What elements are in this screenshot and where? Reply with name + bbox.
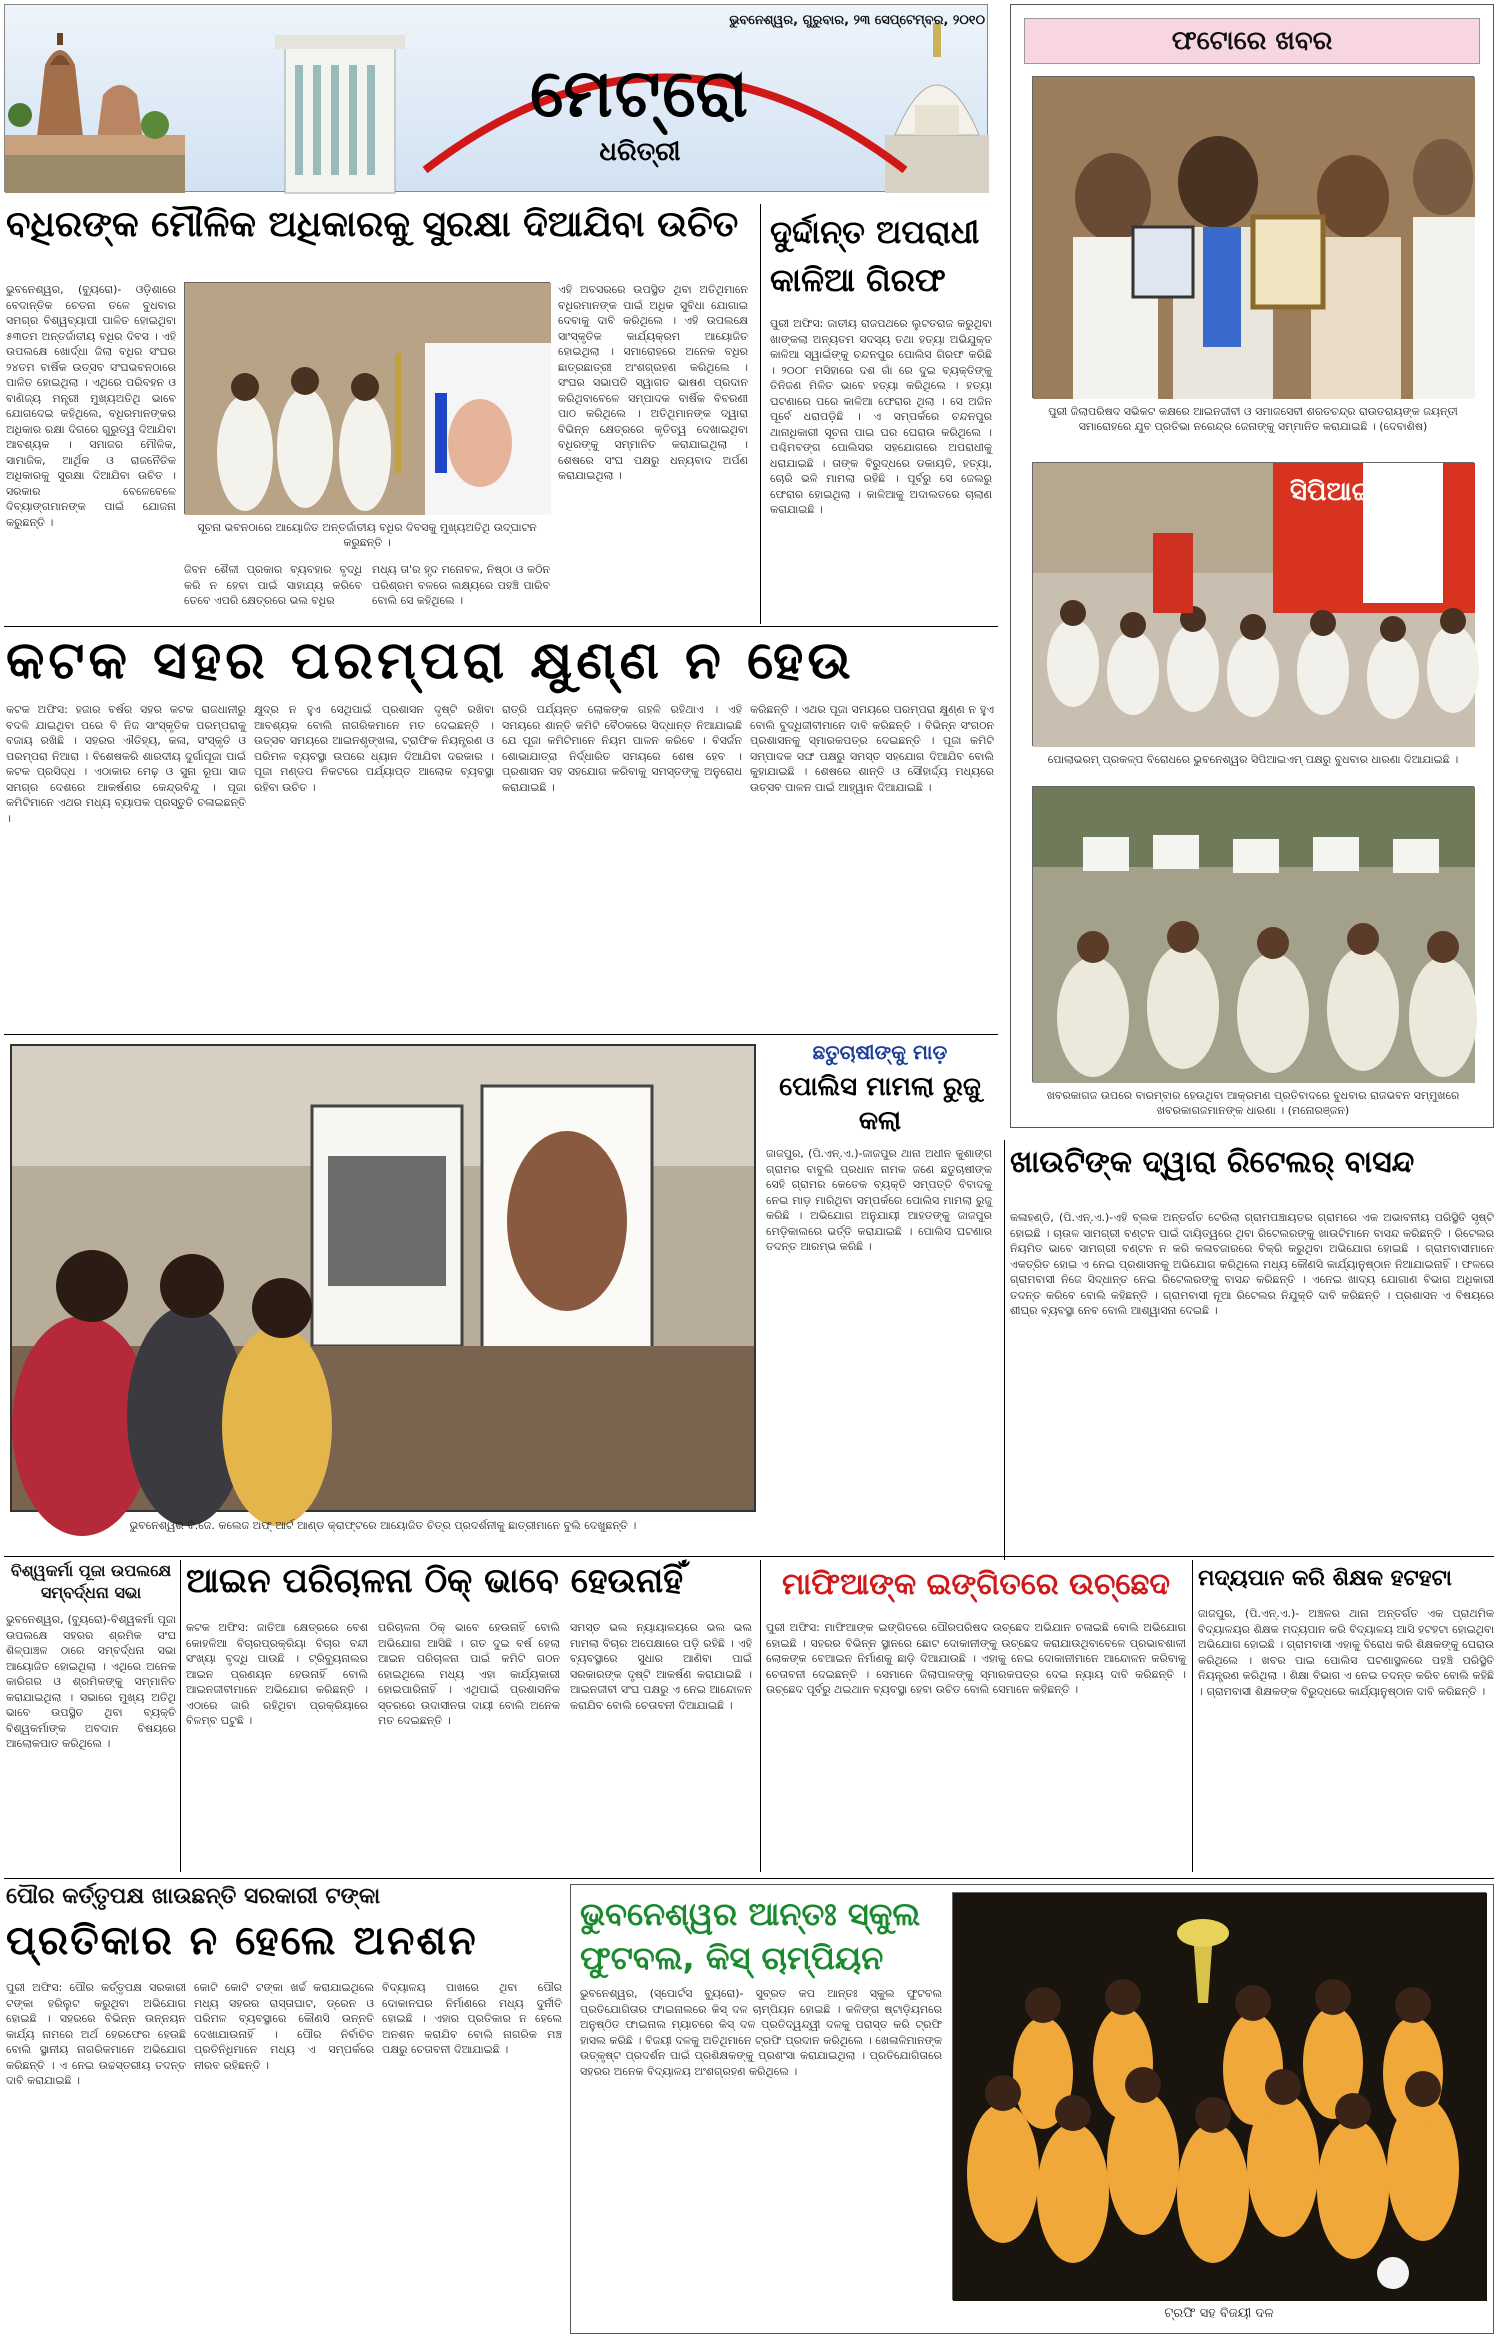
dateline: ଭୁବନେଶ୍ୱର, ଗୁରୁବାର, ୨୩ ସେପ୍ଟେମ୍ବର, ୨୦୧୦ xyxy=(729,13,985,28)
divider-v4 xyxy=(760,1560,761,1872)
masthead-title: ମେଟ୍ରୋ xyxy=(530,55,750,132)
story12-photo xyxy=(952,1892,1486,2300)
story5-headline: ପୋଲିସ ମାମଲା ରୁଜୁ କଲା xyxy=(779,1072,981,1136)
story1-caption: ସୂଚନା ଭବନଠାରେ ଆୟୋଜିତ ଅନ୍ତର୍ଜାତୀୟ ବଧିର ଦିବସକୁ ମୁଖ୍ୟଅତିଥି ଉଦ୍‌ଘାଟନ କରୁଛନ୍ତି । xyxy=(197,521,537,549)
temple-illustration xyxy=(5,5,185,193)
story1-under1: ଜିବନ ଶୈଳୀ ପ୍ରକାର ବ୍ୟବହାର ବୃଦ୍ଧି କରି ନ ହେବା ପାଇଁ ସାହାଯ୍ୟ କରିବେ ତେବେ ଏପରି କ୍ଷେତ୍ରରେ ଭଲ ବଧିର xyxy=(184,563,362,607)
story1-headline: ବଧିରଙ୍କ ମୌଳିକ ଅଧିକାରକୁ ସୁରକ୍ଷା ଦିଆଯିବା ଉଚିତ xyxy=(6,204,739,245)
story11-col1: ପୁରୀ ଅଫିସ: ପୌର କର୍ତ୍ତୃପକ୍ଷ ସରକାରୀ ଟଙ୍କା ହରିଲୁଟ କରୁଥିବା ଅଭିଯୋଗ ହୋଇଛି । ସହରରେ ବିଭିନ୍ନ ଉନ୍ନୟନ କାର୍ଯ୍ୟ ନାମରେ ଅର୍ଥ ହେରଫେର ହେଉଛି ବୋଲି ସ୍ଥାନୀୟ ନାଗରିକମାନେ ଅଭିଯୋଗ କରିଛନ୍ତି । ଏ ନେଇ ଉଚ୍ଚସ୍ତରୀୟ ତଦନ୍ତ ଦାବି କରାଯାଇଛି । xyxy=(6,1981,186,2087)
story4-photo xyxy=(10,1044,756,1512)
story1-col2: ଏହି ଅବସରରେ ଉପସ୍ଥିତ ଥିବା ଅତିଥିମାନେ ବଧିରମାନଙ୍କ ପାଇଁ ଅଧିକ ସୁବିଧା ଯୋଗାଇ ଦେବାକୁ ଦାବି କରିଥିଲେ । ଏହି ଉପଲକ୍ଷେ ସାଂସ୍କୃତିକ କାର୍ଯ୍ୟକ୍ରମ ଆୟୋଜିତ ହୋଇଥିଲା । ସମାରୋହରେ ଅନେକ ବଧିର ଛାତ୍ରଛାତ୍ରୀ ଅଂଶଗ୍ରହଣ କରିଥିଲେ । ସଂଘର ସଭାପତି ସ୍ୱାଗତ ଭାଷଣ ପ୍ରଦାନ କରିଥିବାବେଳେ ସମ୍ପାଦକ ବାର୍ଷିକ ବିବରଣୀ ପାଠ କରିଥିଲେ । ଅତିଥିମାନଙ୍କ ଦ୍ୱାରା ବିଭିନ୍ନ କ୍ଷେତ୍ରରେ କୃତିତ୍ୱ ଦେଖାଇଥିବା ବଧିରଙ୍କୁ ସମ୍ମାନିତ କରାଯାଇଥିଲା । ଶେଷରେ ସଂଘ ପକ୍ଷରୁ ଧନ୍ୟବାଦ ଅର୍ପଣ କରାଯାଇଥିଲା । xyxy=(558,283,748,482)
story6-headline: ଖାଉଟିଙ୍କ ଦ୍ୱାରା ରିଟେଲର୍ ବାସନ୍ଦ xyxy=(1010,1145,1415,1180)
story11-col2: କୋଟି କୋଟି ଟଙ୍କା ଖର୍ଚ୍ଚ କରାଯାଇଥିଲେ ମଧ୍ୟ ସହରର ରାସ୍ତାଘାଟ, ଡ୍ରେନ ଓ ପରିମଳ ବ୍ୟବସ୍ଥାରେ କୌଣସି ଉନ୍ନତି ଦେଖାଯାଉନାହିଁ । ପୌର ନିର୍ବାଚିତ ପ୍ରତିନିଧିମାନେ ମଧ୍ୟ ଏ ସମ୍ପର୍କରେ ନୀରବ ରହିଛନ୍ତି । xyxy=(194,1981,374,2072)
story11-headline: ପ୍ରତିକାର ନ ହେଲେ ଅନଶନ xyxy=(6,1918,478,1964)
story8-col2: ପରିଚାଳନା ଠିକ୍ ଭାବେ ହେଉନାହିଁ ବୋଲି ଅଭିଯୋଗ ଆସିଛି । ଗତ ଦୁଇ ବର୍ଷ ହେଲା ଆଇନ ପରିଚାଳନା ପାଇଁ କମିଟି ଗଠନ ହୋଇଥିଲେ ମଧ୍ୟ ଏହା କାର୍ଯ୍ୟକାରୀ ହୋଇପାରିନାହିଁ । ଏଥିପାଇଁ ପ୍ରଶାସନିକ ସ୍ତରରେ ଉଦାସୀନତା ଦାୟୀ ବୋଲି ଅନେକ ମତ ଦେଇଛନ୍ତି । xyxy=(378,1621,560,1727)
story12-headline: ଭୁବନେଶ୍ୱର ଆନ୍ତଃ ସ୍କୁଲ ଫୁଟବଲ, କିସ୍ ଚାମ୍ପିୟନ xyxy=(580,1895,921,1977)
story2-headline: ଦୁର୍ଦ୍ଦାନ୍ତ ଅପରାଧୀ କାଳିଆ ଗିରଫ xyxy=(770,213,980,299)
story7-headline: ବିଶ୍ୱକର୍ମା ପୂଜା ଉପଲକ୍ଷେ ସମ୍ବର୍ଦ୍ଧନା ସଭା xyxy=(10,1561,172,1602)
story3-col4: କରିଛନ୍ତି । ଏଥର ପୂଜା ସମୟରେ ପରମ୍ପରା କ୍ଷୁଣ୍ଣ ନ ହୁଏ ବୋଲି ବୁଦ୍ଧିଜୀବୀମାନେ ଦାବି କରିଛନ୍ତି । ବିଭିନ୍ନ ସଂଗଠନ ପ୍ରଶାସନକୁ ସ୍ମାରକପତ୍ର ଦେଇଛନ୍ତି । ପୂଜା କମିଟି ସମ୍ପାଦକ ସଙ୍ଘ ପକ୍ଷରୁ ସମସ୍ତ ସହଯୋଗ ଦିଆଯିବ ବୋଲି କୁହାଯାଇଛି । ଶେଷରେ ଶାନ୍ତି ଓ ସୌହାର୍ଦ୍ଦ୍ୟ ମଧ୍ୟରେ ଉତ୍ସବ ପାଳନ ପାଇଁ ଆହ୍ୱାନ ଦିଆଯାଇଛି । xyxy=(750,703,994,794)
story5-body: ଜାଜପୁର, (ପି.ଏନ୍.ଏ.)-ଜାଜପୁର ଥାନା ଅଧୀନ କୁଶାଙ୍ଗ ଗ୍ରାମର ବାବୁଲି ପ୍ରଧାନ ନାମକ ଜଣେ ଛତୁଚାଷୀଙ୍କ ସେହି ଗ୍ରାମର କେତେକ ବ୍ୟକ୍ତି ସମ୍ପତ୍ତି ବିବାଦକୁ ନେଇ ମାଡ଼ ମାରିଥିବା ସମ୍ପର୍କରେ ପୋଲିସ ମାମଲା ରୁଜୁ କରିଛି । ଅଭିଯୋଗ ଅନୁଯାୟୀ ଆହତଙ୍କୁ ଜାଜପୁର ମେଡ଼ିକାଲରେ ଭର୍ତ୍ତି କରାଯାଇଛି । ପୋଲିସ ଘଟଣାର ତଦନ୍ତ ଆରମ୍ଭ କରିଛି । xyxy=(766,1147,992,1253)
sidebar-heading: ଫଟୋରେ ଖବର xyxy=(1024,18,1480,64)
divider-h3 xyxy=(4,1556,1494,1557)
story1-photo xyxy=(184,282,550,514)
story11-kicker: ପୌର କର୍ତ୍ତୃପକ୍ଷ ଖାଉଛନ୍ତି ସରକାରୀ ଟଙ୍କା xyxy=(6,1884,381,1909)
sidebar-caption-3: ଖବରକାଗଜ ଉପରେ ବାରମ୍ବାର ହେଉଥିବା ଆକ୍ରମଣ ପ୍ରତିବାଦରେ ବୁଧବାର ରାଜଭବନ ସମ୍ମୁଖରେ ଖବରକାଗଜମାନଙ୍କ ଧାରଣା । (ମନୋରଞ୍ଜନ) xyxy=(1046,1089,1460,1117)
story8-col3: ସମସ୍ତ ଭଲ ନ୍ୟାୟାଳୟରେ ଭଲ ଭଲ ମାମଲା ବିଚାର ଅପେକ୍ଷାରେ ପଡ଼ି ରହିଛି । ଏହି ବ୍ୟବସ୍ଥାରେ ସୁଧାର ଆଣିବା ପାଇଁ ସରକାରଙ୍କ ଦୃଷ୍ଟି ଆକର୍ଷଣ କରାଯାଇଛି । ଆଇନଜୀବୀ ସଂଘ ପକ୍ଷରୁ ଏ ନେଇ ଆନ୍ଦୋଳନ କରାଯିବ ବୋଲି ଚେତାବନୀ ଦିଆଯାଇଛି । xyxy=(570,1621,752,1712)
masthead xyxy=(4,4,988,192)
sidebar-photo-dharna xyxy=(1032,786,1474,1082)
story1-under2: ମଧ୍ୟ ତା'ର ହୃଦ ମନୋବଳ, ନିଷ୍ଠା ଓ କଠିନ ପରିଶ୍ରମ ବଳରେ ଲକ୍ଷ୍ୟରେ ପହଞ୍ଚି ପାରିବ ବୋଲି ସେ କହିଥିଲେ । xyxy=(372,563,550,607)
story12-caption: ଟ୍ରଫି ସହ ବିଜୟୀ ଦଳ xyxy=(1164,2306,1274,2321)
divider-v3 xyxy=(180,1560,181,1872)
story11-col3: ବିଦ୍ୟାଳୟ ପାଖରେ ଥିବା ପୌର ଦୋକାନଘର ନିର୍ମାଣରେ ମଧ୍ୟ ଦୁର୍ନୀତି ହୋଇଛି । ଏହାର ପ୍ରତିକାର ନ ହେଲେ ଅନଶନ କରାଯିବ ବୋଲି ନାଗରିକ ମଞ୍ଚ ପକ୍ଷରୁ ଚେତାବନୀ ଦିଆଯାଇଛି । xyxy=(382,1981,562,2056)
masthead-subtitle: ଧରିତ୍ରୀ xyxy=(599,137,681,167)
deaf-day-photo-illustration xyxy=(185,283,551,515)
sidebar-caption-2: ପୋଲାଭରମ୍ ପ୍ରକଳ୍ପ ବିରୋଧରେ ଭୁବନେଶ୍ୱର ସିପିଆଇଏମ୍ ପକ୍ଷରୁ ବୁଧବାର ଧାରଣା ଦିଆଯାଇଛି । xyxy=(1047,753,1459,766)
story7-body: ଭୁବନେଶ୍ୱର, (ବ୍ୟୁରୋ)-ବିଶ୍ୱକର୍ମା ପୂଜା ଉପଲକ୍ଷେ ସହରର ଶ୍ରମିକ ସଂଘ ଶିଳ୍ପାଞ୍ଚଳ ଠାରେ ସମ୍ବର୍ଦ୍ଧନା ସଭା ଆୟୋଜିତ ହୋଇଥିଲା । ଏଥିରେ ଅନେକ କାରିଗର ଓ ଶ୍ରମିକଙ୍କୁ ସମ୍ମାନିତ କରାଯାଇଥିଲା । ସଭାରେ ମୁଖ୍ୟ ଅତିଥି ଭାବେ ଉପସ୍ଥିତ ଥିବା ବ୍ୟକ୍ତି ବିଶ୍ୱକର୍ମାଙ୍କ ଅବଦାନ ବିଷୟରେ ଆଲୋକପାତ କରିଥିଲେ । xyxy=(6,1613,176,1750)
story3-headline: କଟକ ସହର ପରମ୍ପରା କ୍ଷୁଣ୍ଣ ନ ହେଉ xyxy=(6,631,855,691)
story8-col1: କଟକ ଅଫିସ: ଜାତିଆ କ୍ଷେତ୍ରରେ ବେଶ କୋହଳିଆ ବିଚାରପ୍ରକ୍ରିୟା ବିଚାର ବନ୍ଦୀ ସଂଖ୍ୟା ବୃଦ୍ଧି ପାଉଛି । ଟ୍ରିବ୍ୟୁନାଲର ଆଇନ ପ୍ରଣୟନ ହେଉନାହିଁ ବୋଲି ଆଇନଜୀବୀମାନେ ଅଭିଯୋଗ କରିଛନ୍ତି । ଏଠାରେ ଜାରି ରହିଥିବା ପ୍ରକ୍ରିୟାରେ ବିଳମ୍ବ ଘଟୁଛି । xyxy=(186,1621,368,1727)
story3-col1: କଟକ ଅଫିସ: ହଜାର ବର୍ଷର ସହର କଟକ ରାଜଧାନୀରୁ ବଦଳି ଯାଇଥିବା ପରେ ବି ନିଜ ସାଂସ୍କୃତିକ ପରମ୍ପରାକୁ ବଜାୟ ରଖିଛି । ସହରର ଐତିହ୍ୟ, କଳା, ସଂସ୍କୃତି ଓ ପରମ୍ପରା ନିଆରା । ବିଶେଷକରି ଶାରଦୀୟ ଦୁର୍ଗାପୂଜା ପାଇଁ କଟକ ପ୍ରସିଦ୍ଧ । ଏଠାକାର ମେଢ଼ ଓ ସୁନା ରୂପା ସାଜ ସମଗ୍ର ଦେଶରେ ଆକର୍ଷଣର କେନ୍ଦ୍ରବିନ୍ଦୁ । ପୂଜା କମିଟିମାନେ ଏଥର ମଧ୍ୟ ବ୍ୟାପକ ପ୍ରସ୍ତୁତି ଚଳାଇଛନ୍ତି । xyxy=(6,703,246,825)
story12-body: ଭୁବନେଶ୍ୱର, (ସ୍ପୋର୍ଟସ ବ୍ୟୁରୋ)- ସୁବ୍ରତ କପ ଆନ୍ତଃ ସ୍କୁଲ ଫୁଟବଲ ପ୍ରତିଯୋଗିତାର ଫାଇନାଲରେ କିସ୍ ଦଳ ଚାମ୍ପିୟନ ହୋଇଛି । କଳିଙ୍ଗ ଷ୍ଟାଡ଼ିୟମରେ ଅନୁଷ୍ଠିତ ଫାଇନାଲ ମ୍ୟାଚରେ କିସ୍ ଦଳ ପ୍ରତିଦ୍ୱନ୍ଦ୍ୱୀ ଦଳକୁ ପରାସ୍ତ କରି ଟ୍ରଫି ହାସଲ କରିଛି । ବିଜୟୀ ଦଳକୁ ଅତିଥିମାନେ ଟ୍ରଫି ପ୍ରଦାନ କରିଥିଲେ । ଖେଳାଳିମାନଙ୍କ ଉତ୍କୃଷ୍ଟ ପ୍ରଦର୍ଶନ ପାଇଁ ପ୍ରଶିକ୍ଷକଙ୍କୁ ପ୍ରଶଂସା କରାଯାଇଥିଲା । ପ୍ରତିଯୋଗିତାରେ ସହରର ଅନେକ ବିଦ୍ୟାଳୟ ଅଂଶଗ୍ରହଣ କରିଥିଲେ । xyxy=(580,1987,942,2078)
divider-v5 xyxy=(1192,1560,1193,1872)
divider-v1 xyxy=(760,204,761,624)
divider-v2 xyxy=(1004,1140,1005,1560)
exhibition-photo-illustration xyxy=(12,1046,754,1510)
building-illustration xyxy=(265,5,415,193)
story1-col1: ଭୁବନେଶ୍ୱର, (ବ୍ୟୁରୋ)- ଓଡ଼ିଶାରେ ବେଦାନ୍ତିକ ଚେତନା ତଳେ ବୁଧବାର ସମଗ୍ର ବିଶ୍ୱବ୍ୟାପୀ ପାଳିତ ହୋଇଥିବା ୫୩ତମ ଅନ୍ତର୍ଜାତୀୟ ବଧିର ଦିବସ । ଏହି ଉପଲକ୍ଷେ ଖୋର୍ଦ୍ଧା ଜିଲା ବଧିର ସଂଘର ୨୪ତମ ବାର୍ଷିକ ଉତ୍ସବ ସଂଘଭବନଠାରେ ପାଳିତ ହୋଇଥିଲା । ଏଥିରେ ପରିବହନ ଓ ବାଣିଜ୍ୟ ମନ୍ତ୍ରୀ ମୁଖ୍ୟଅତିଥି ଭାବେ ଯୋଗଦେଇ କହିଥିଲେ, ବଧିରମାନଙ୍କର ଅଧିକାର ରକ୍ଷା ଦିଗରେ ଗୁରୁତ୍ୱ ଦିଆଯିବା ଆବଶ୍ୟକ । ସମାଜର ମୌଳିକ, ସାମାଜିକ, ଆର୍ଥିକ ଓ ରାଜନୈତିକ ଅଧିକାରକୁ ସୁରକ୍ଷା ଦିଆଯିବା ଉଚିତ । ସରକାର ବେଳେବେଳେ ଦିବ୍ୟାଙ୍ଗମାନଙ୍କ ପାଇଁ ଯୋଜନା କରୁଛନ୍ତି । xyxy=(6,283,176,529)
dharna-photo-illustration xyxy=(1033,787,1475,1083)
story8-headline: ଆଇନ ପରିଚାଳନା ଠିକ୍ ଭାବେ ହେଉନାହିଁ xyxy=(186,1561,684,1601)
divider-h1 xyxy=(4,626,998,627)
story3-col3: ରାତ୍ରି ପର୍ଯ୍ୟନ୍ତ ଲୋକଙ୍କ ଗହଳି ରହିଥାଏ । ଏହି ସମୟରେ ଶାନ୍ତି କମିଟି ବୈଠକରେ ସିଦ୍ଧାନ୍ତ ନିଆଯାଇଛି ଯେ ପୂଜା କମିଟିମାନେ ନିୟମ ପାଳନ କରିବେ । ବିସର୍ଜନ ଶୋଭାଯାତ୍ରା ନିର୍ଦ୍ଧାରିତ ସମୟରେ ଶେଷ ହେବ । ପ୍ରଶାସନ ସହ ସହଯୋଗ କରିବାକୁ ସମସ୍ତଙ୍କୁ ଅନୁରୋଧ କରାଯାଇଛି । xyxy=(502,703,742,794)
award-photo-illustration xyxy=(1033,77,1475,399)
divider-h2 xyxy=(4,1034,998,1035)
story2-body: ପୁରୀ ଅଫିସ: ଜାତୀୟ ରାଜପଥରେ ଲୁଟତରାଜ କରୁଥିବା ଖାଙ୍କଲା ଅନ୍ୟତମ ସଦସ୍ୟ ତଥା ହତ୍ୟା ଅଭିଯୁକ୍ତ କାଳିଆ ସ୍ୱାଇଁଙ୍କୁ ଚନ୍ଦନପୁର ପୋଲିସ ଗିରଫ କରିଛି । ୨୦୦୮ ମସିହାରେ ଦଶ ଗାଁ ରେ ଦୁଇ ବ୍ୟକ୍ତିଙ୍କୁ ତିନିଜଣ ମିଳିତ ଭାବେ ହତ୍ୟା କରିଥିଲେ । ହତ୍ୟା ଘଟଣାରେ ପରେ କାଳିଆ ଫେରାର ଥିଲା । ସେ ଅଜିନ ପୂର୍ବେ ଧରାପଡ଼ିଛି । ଏ ସମ୍ପର୍କରେ ଚନ୍ଦନପୁର ଥାନାଧିକାରୀ ସୂଚନା ପାଇ ଘର ଘେରାଉ କରିଥିଲେ । ପଶ୍ଚିମବଙ୍ଗ ପୋଲିସର ସହଯୋଗରେ ଅପରାଧୀକୁ ଧରାଯାଇଛି । ତାଙ୍କ ବିରୁଦ୍ଧରେ ଡକାୟତି, ହତ୍ୟା, ଚୋରି ଭଳି ମାମଲା ରହିଛି । ପୂର୍ବରୁ ସେ ଜେଲରୁ ଫେରାର ହୋଇଥିଲା । କାଳିଆକୁ ଅଦାଲତରେ ଚାଲାଣ କରାଯାଇଛି । xyxy=(770,317,992,516)
sidebar-caption-1: ପୁରୀ ଜିଲାପରିଷଦ ସଭିକଟ କକ୍ଷରେ ଆଇନଜୀବୀ ଓ ସମାଜସେବୀ ଶରତଚନ୍ଦ୍ର ରାଉତରାୟଙ୍କ ଜୟନ୍ତୀ ସମାରୋହରେ ଯୁବ ପ୍ରତିଭା ନରେନ୍ଦ୍ର ଜେନାଙ୍କୁ ସମ୍ମାନିତ କରାଯାଇଛି । (ଦେବାଶିଷ) xyxy=(1048,405,1458,433)
story3-col2: କ୍ଷୁଦ୍ର ନ ହୁଏ ସେଥିପାଇଁ ପ୍ରଶାସନ ଦୃଷ୍ଟି ରଖିବା ଆବଶ୍ୟକ ବୋଲି ନାଗରିକମାନେ ମତ ଦେଇଛନ୍ତି । ଉତ୍ସବ ସମୟରେ ଆଇନଶୃଙ୍ଖଳା, ଟ୍ରାଫିକ ନିୟନ୍ତ୍ରଣ ଓ ପରିମଳ ବ୍ୟବସ୍ଥା ଉପରେ ଧ୍ୟାନ ଦିଆଯିବା ଦରକାର । ପୂଜା ମଣ୍ଡପ ନିକଟରେ ପର୍ଯ୍ୟାପ୍ତ ଆଲୋକ ବ୍ୟବସ୍ଥା ରହିବା ଉଚିତ । xyxy=(254,703,494,794)
story9-body: ପୁରୀ ଅଫିସ: ମାଫିଆଙ୍କ ଇଙ୍ଗିତରେ ପୌରପରିଷଦ ଉଚ୍ଛେଦ ଅଭିଯାନ ଚଳାଇଛି ବୋଲି ଅଭିଯୋଗ ହୋଇଛି । ସହରର ବିଭିନ୍ନ ସ୍ଥାନରେ ଛୋଟ ଦୋକାନୀଙ୍କୁ ଉଚ୍ଛେଦ କରାଯାଉଥିବାବେଳେ ପ୍ରଭାବଶାଳୀ ଲୋକଙ୍କ ବେଆଇନ ନିର୍ମାଣକୁ ଛାଡ଼ି ଦିଆଯାଉଛି । ଏହାକୁ ନେଇ ଦୋକାନୀମାନେ ଆନ୍ଦୋଳନ କରିବାକୁ ଚେତାବନୀ ଦେଇଛନ୍ତି । ସେମାନେ ଜିଲାପାଳଙ୍କୁ ସ୍ମାରକପତ୍ର ଦେଇ ନ୍ୟାୟ ଦାବି କରିଛନ୍ତି । ଉଚ୍ଛେଦ ପୂର୍ବରୁ ଥଇଥାନ ବ୍ୟବସ୍ଥା ହେବା ଉଚିତ ବୋଲି ସେମାନେ କହିଛନ୍ତି । xyxy=(766,1621,1186,1696)
divider-h4 xyxy=(4,1878,1494,1879)
story5-kicker: ଛତୁଚାଷୀଙ୍କୁ ମାଡ଼ xyxy=(812,1040,948,1064)
story9-headline: ମାଫିଆଙ୍କ ଇଙ୍ଗିତରେ ଉଚ୍ଛେଦ xyxy=(781,1567,1171,1602)
story6-body: କଳାହଣ୍ଡି, (ପି.ଏନ୍.ଏ.)-ଏହି ବ୍ଲକ ଅନ୍ତର୍ଗତ ଟେରିଲା ଗ୍ରାମପଞ୍ଚାୟତର ଗ୍ରାମରେ ଏକ ଅଭାବନୀୟ ପରିସ୍ଥିତି ସୃଷ୍ଟି ହୋଇଛି । ଚାଉଳ ସାମଗ୍ରୀ ବଣ୍ଟନ ପାଇଁ ଦାୟିତ୍ୱରେ ଥିବା ରିଟେଲରଙ୍କୁ ଖାଉଟିମାନେ ବାସନ୍ଦ କରିଛନ୍ତି । ରିଟେଲର ନିୟମିତ ଭାବେ ସାମଗ୍ରୀ ବଣ୍ଟନ ନ କରି କଳାବଜାରରେ ବିକ୍ରି କରୁଥିବା ଅଭିଯୋଗ ହୋଇଛି । ଗ୍ରାମବାସୀମାନେ ଏକତ୍ରିତ ହୋଇ ଏ ନେଇ ପ୍ରଶାସନକୁ ଅଭିଯୋଗ କରିଥିଲେ ମଧ୍ୟ କୌଣସି କାର୍ଯ୍ୟାନୁଷ୍ଠାନ ନିଆଯାଇନାହିଁ । ଫଳରେ ଗ୍ରାମବାସୀ ନିଜେ ସିଦ୍ଧାନ୍ତ ନେଇ ରିଟେଲରଙ୍କୁ ବାସନ୍ଦ କରିଛନ୍ତି । ଏନେଇ ଖାଦ୍ୟ ଯୋଗାଣ ବିଭାଗ ଅଧିକାରୀ ତଦନ୍ତ କରିବେ ବୋଲି କହିଛନ୍ତି । ଗ୍ରାମବାସୀ ନୂଆ ରିଟେଲର ନିଯୁକ୍ତି ଦାବି କରିଛନ୍ତି । ପ୍ରଶାସନ ଏ ବିଷୟରେ ଶୀଘ୍ର ବ୍ୟବସ୍ଥା ନେବ ବୋଲି ଆଶ୍ୱାସନା ଦେଇଛି । xyxy=(1010,1211,1494,1317)
story10-body: ଜାଜପୁର, (ପି.ଏନ୍.ଏ.)- ଅଞ୍ଚଳର ଥାନା ଅନ୍ତର୍ଗତ ଏକ ପ୍ରାଥମିକ ବିଦ୍ୟାଳୟର ଶିକ୍ଷକ ମଦ୍ୟପାନ କରି ବିଦ୍ୟାଳୟ ଆସି ହଟହଟା ହୋଇଥିବା ଅଭିଯୋଗ ହୋଇଛି । ଗ୍ରାମବାସୀ ଏହାକୁ ବିରୋଧ କରି ଶିକ୍ଷକଙ୍କୁ ଘେରାଉ କରିଥିଲେ । ଖବର ପାଇ ପୋଲିସ ଘଟଣାସ୍ଥଳରେ ପହଞ୍ଚି ପରିସ୍ଥିତି ନିୟନ୍ତ୍ରଣ କରିଥିଲା । ଶିକ୍ଷା ବିଭାଗ ଏ ନେଇ ତଦନ୍ତ କରିବ ବୋଲି କହିଛି । ଗ୍ରାମବାସୀ ଶିକ୍ଷକଙ୍କ ବିରୁଦ୍ଧରେ କାର୍ଯ୍ୟାନୁଷ୍ଠାନ ଦାବି କରିଛନ୍ତି । xyxy=(1198,1607,1495,1698)
football-team-photo-illustration xyxy=(953,1893,1487,2301)
protest-banner-text: ସିପିଆଇ(ଏମ) xyxy=(1290,477,1435,507)
sidebar-photo-award xyxy=(1032,76,1474,398)
story4-caption: ଭୁବନେଶ୍ୱର ବି.ଜେ. କଲେଜ ଅଫ୍ ଆର୍ଟ ଆଣ୍ଡ କ୍ରାଫ୍ଟରେ ଆୟୋଜିତ ଚିତ୍ର ପ୍ରଦର୍ଶନୀକୁ ଛାତ୍ରୀମାନେ ବୁଲି ଦେଖୁଛନ୍ତି । xyxy=(129,1519,637,1532)
story10-headline: ମଦ୍ୟପାନ କରି ଶିକ୍ଷକ ହଟହଟା xyxy=(1198,1566,1452,1591)
